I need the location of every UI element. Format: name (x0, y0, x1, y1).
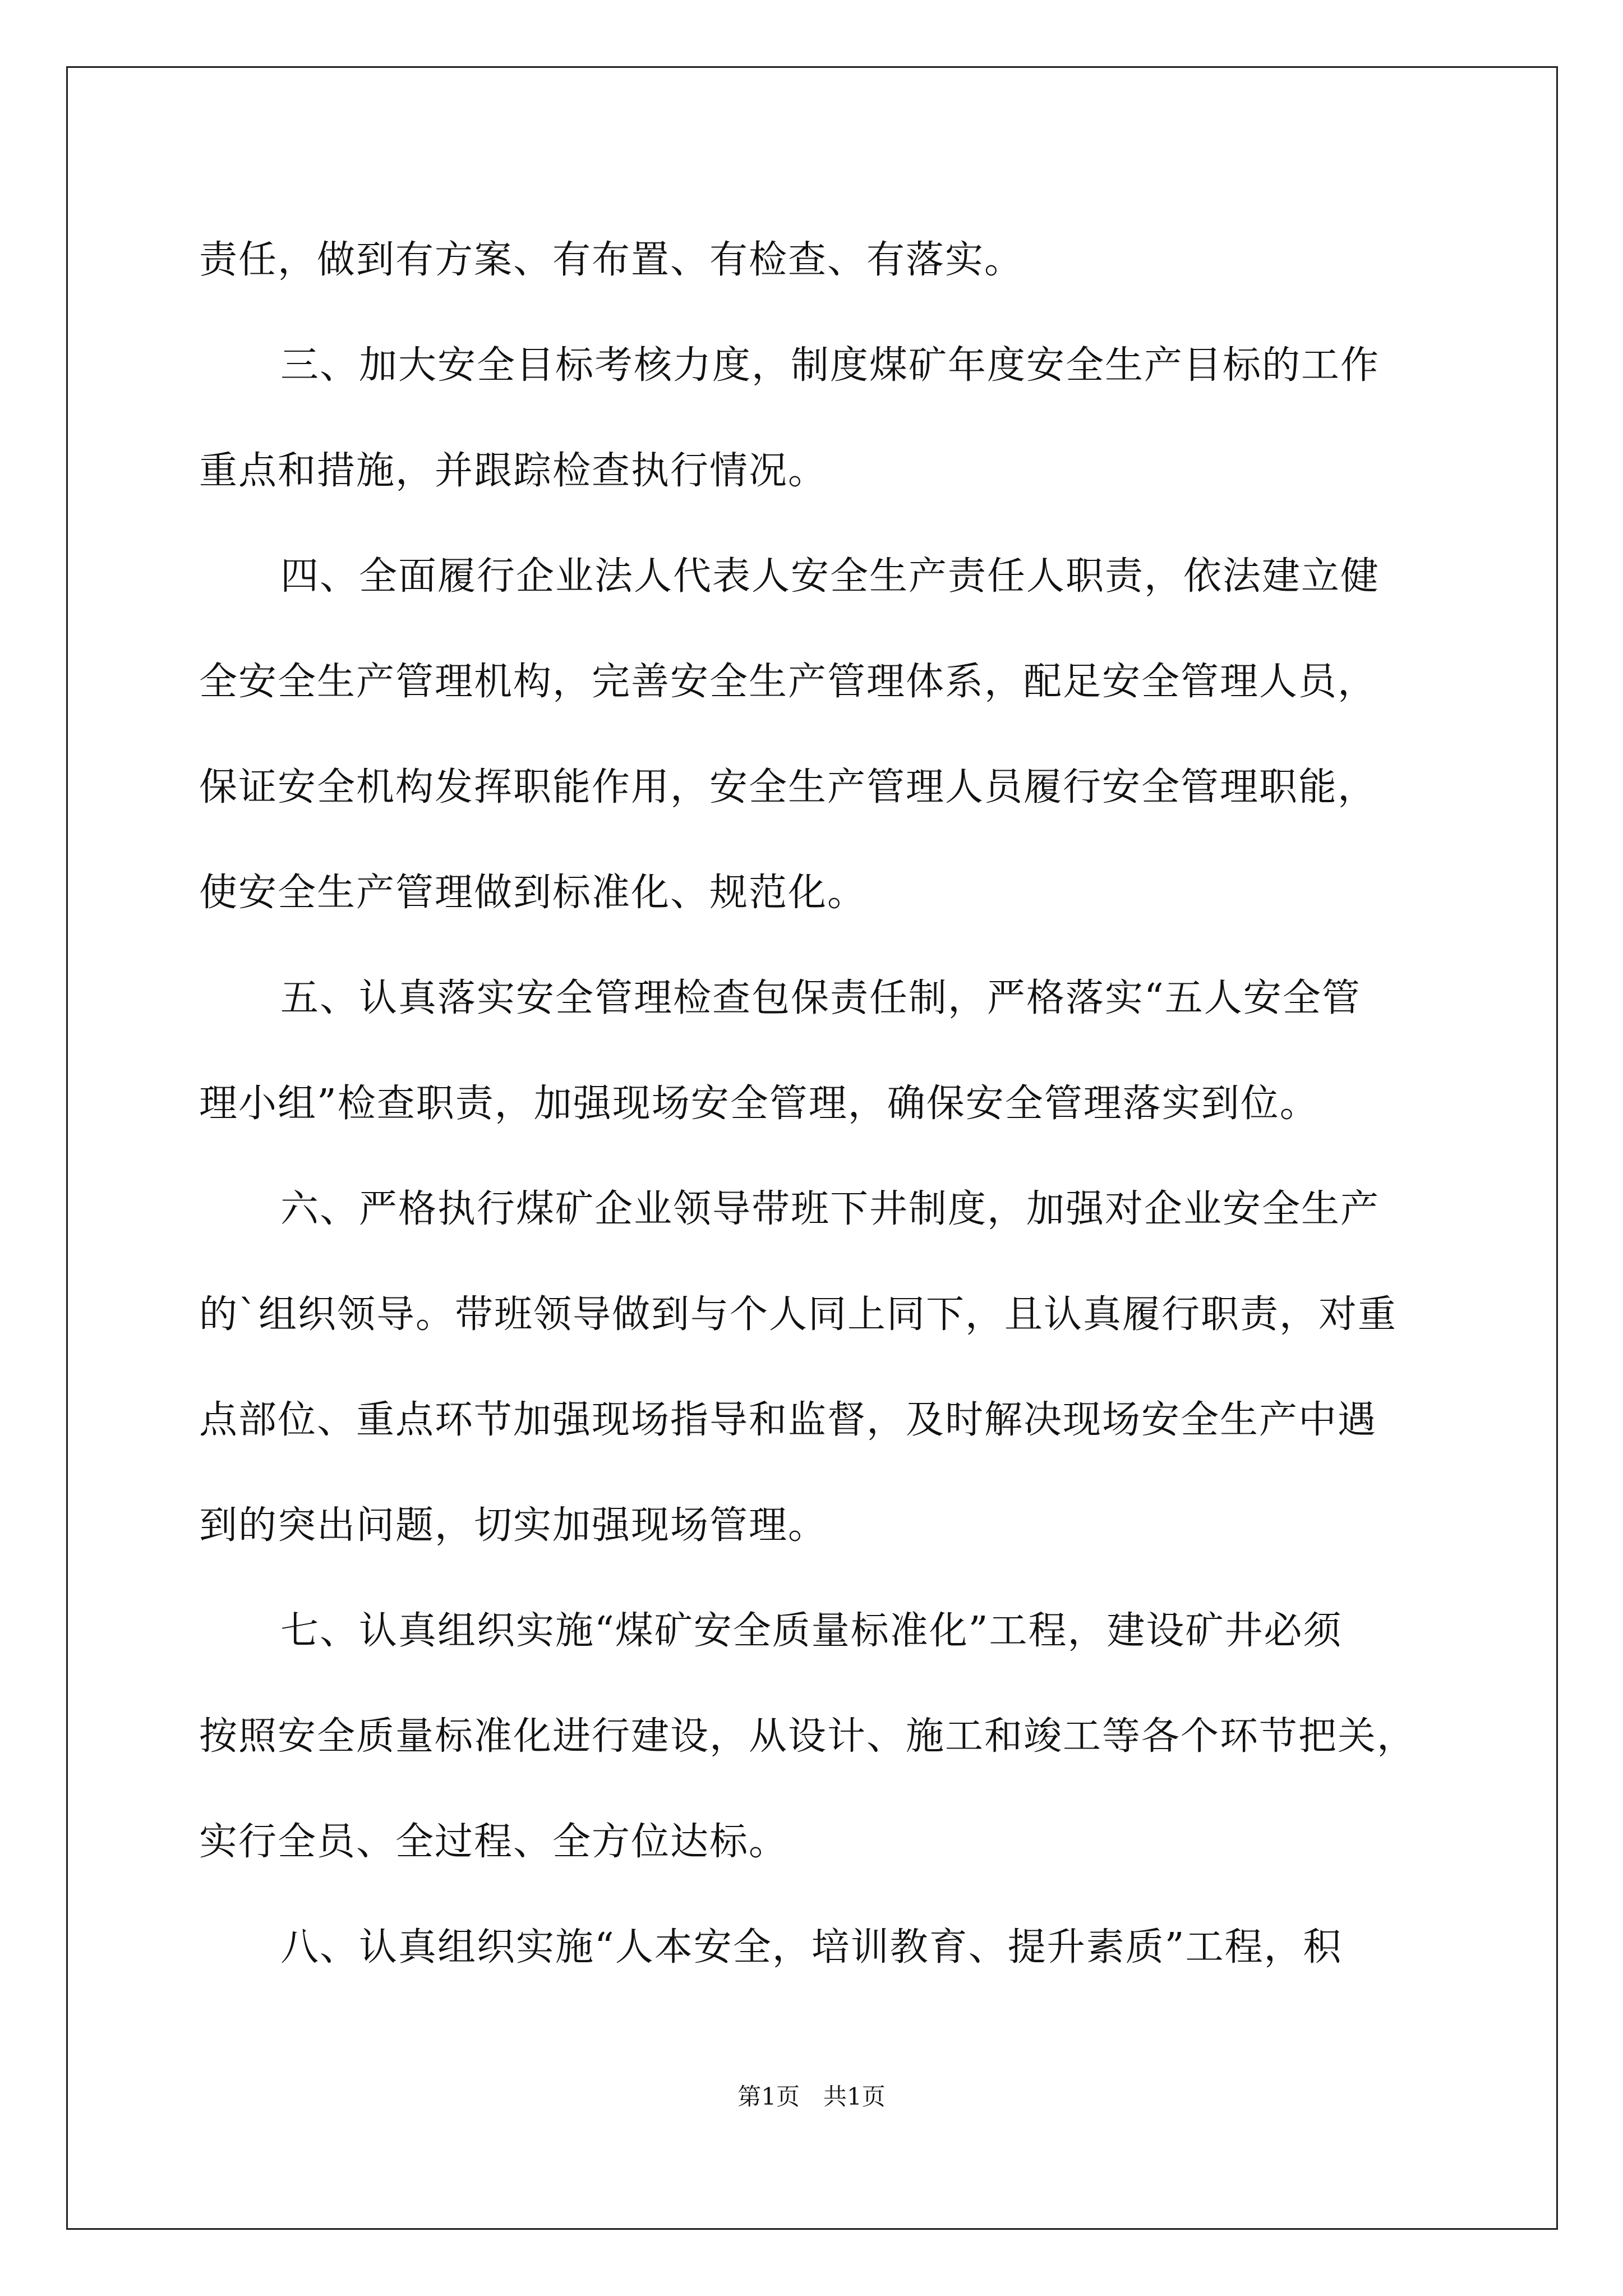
page-number-footer: 第1页 共1页 (737, 2083, 886, 2110)
text-line: 责任，做到有方案、有布置、有检查、有落实。 (199, 238, 1024, 282)
text-line: 的`组织领导。带班领导做到与个人同上同下，且认真履行职责，对重 (199, 1292, 1398, 1337)
text-line: 三、加大安全目标考核力度，制度煤矿年度安全生产目标的工作 (280, 343, 1380, 388)
text-line: 八、认真组织实施“人本安全，培训教育、提升素质”工程，积 (280, 1925, 1343, 1970)
text-line: 四、全面履行企业法人代表人安全生产责任人职责，依法建立健 (280, 554, 1380, 599)
text-line: 保证安全机构发挥职能作用，安全生产管理人员履行安全管理职能， (199, 765, 1377, 809)
text-line: 到的突出问题，切实加强现场管理。 (199, 1503, 828, 1548)
document-body (199, 208, 1461, 2000)
text-line: 五、认真落实安全管理检查包保责任制，严格落实“五人安全管 (280, 976, 1361, 1020)
text-line: 实行全员、全过程、全方位达标。 (199, 1820, 789, 1864)
text-line: 七、认真组织实施“煤矿安全质量标准化”工程，建设矿井必须 (280, 1609, 1343, 1653)
text-line: 六、严格执行煤矿企业领导带班下井制度，加强对企业安全生产 (280, 1187, 1380, 1231)
text-line: 按照安全质量标准化进行建设，从设计、施工和竣工等各个环节把关， (199, 1714, 1417, 1759)
text-line: 点部位、重点环节加强现场指导和监督，及时解决现场安全生产中遇 (199, 1398, 1377, 1442)
text-line: 使安全生产管理做到标准化、规范化。 (199, 871, 867, 915)
text-line: 重点和措施，并跟踪检查执行情况。 (199, 449, 828, 493)
text-line: 理小组”检查职责，加强现场安全管理，确保安全管理落实到位。 (199, 1082, 1319, 1126)
text-line: 全安全生产管理机构，完善安全生产管理体系，配足安全管理人员， (199, 660, 1377, 704)
